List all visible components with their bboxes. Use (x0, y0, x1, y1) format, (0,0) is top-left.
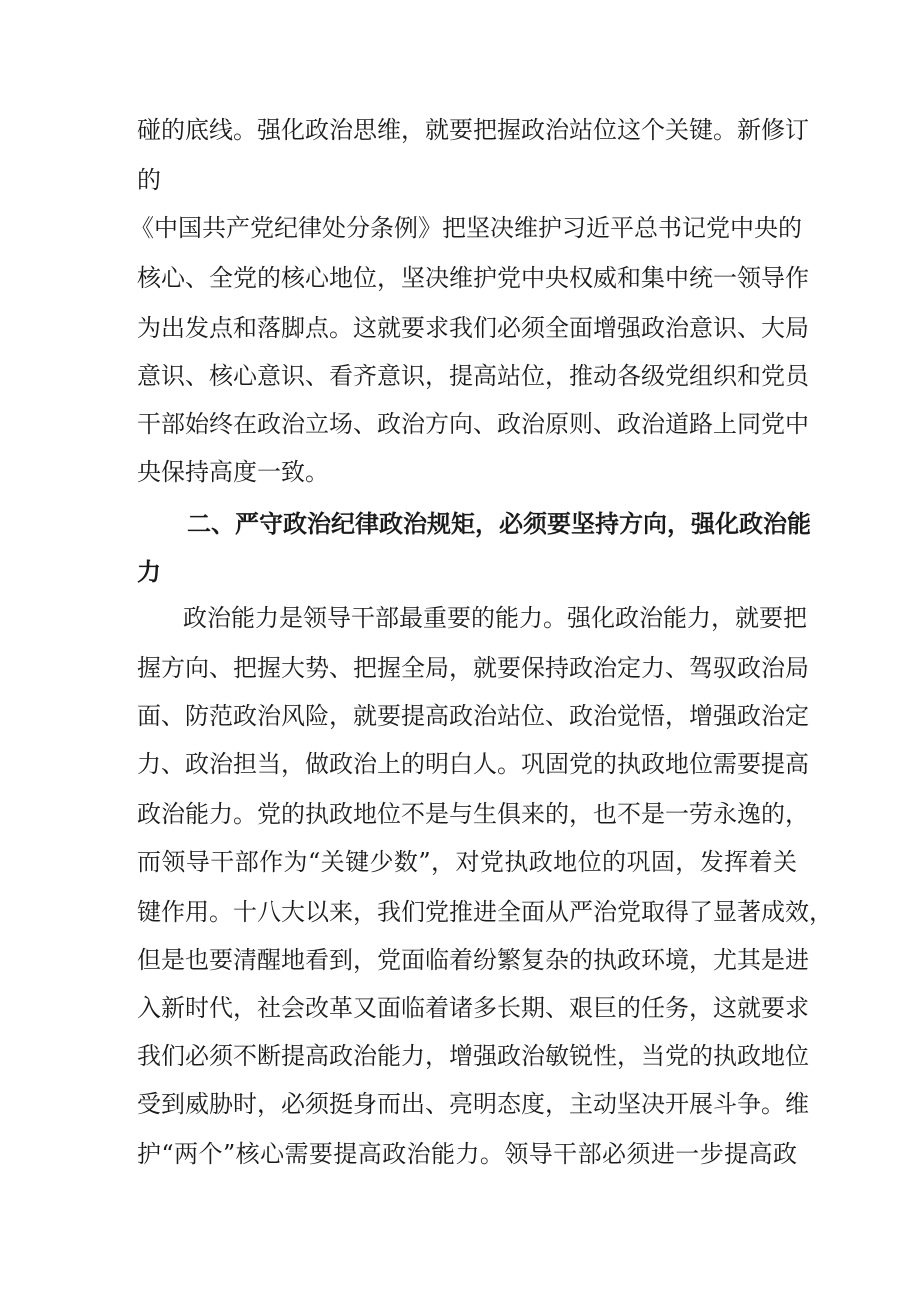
paragraph-1-line-4: 核心、全党的核心地位，坚决维护党中央权威和集中统一领导作 (137, 264, 809, 292)
paragraph-2-line-6: 而领导干部作为“关键少数”，对党执政地位的巩固，发挥着关 (137, 848, 797, 876)
paragraph-2-line-7: 键作用。十八大以来，我们党推进全面从严治党取得了显著成效， (137, 898, 833, 926)
paragraph-1-line-6: 意识、核心意识、看齐意识，提高站位，推动各级党组织和党员 (137, 362, 809, 390)
paragraph-1-line-2: 的 (137, 166, 161, 194)
paragraph-2-line-8: 但是也要清醒地看到，党面临着纷繁复杂的执政环境，尤其是进 (137, 946, 809, 974)
paragraph-2-line-11: 受到威胁时，必须挺身而出、亮明态度，主动坚决开展斗争。维 (137, 1090, 809, 1118)
paragraph-2-line-9: 入新时代，社会改革又面临着诸多长期、艰巨的任务，这就要求 (137, 994, 809, 1022)
section-heading-line-1: 二、严守政治纪律政治规矩，必须要坚持方向，强化政治能 (187, 510, 811, 538)
paragraph-2-line-4: 力、政治担当，做政治上的明白人。巩固党的执政地位需要提高 (137, 750, 809, 778)
section-heading-line-2: 力 (137, 558, 161, 586)
paragraph-1-line-1: 碰的底线。强化政治思维，就要把握政治站位这个关键。新修订 (137, 116, 809, 144)
paragraph-2-line-1: 政治能力是领导干部最重要的能力。强化政治能力，就要把 (183, 604, 807, 632)
paragraph-2-line-3: 面、防范政治风险，就要提高政治站位、政治觉悟，增强政治定 (137, 702, 809, 730)
paragraph-2-line-2: 握方向、把握大势、把握全局，就要保持政治定力、驾驭政治局 (137, 654, 809, 682)
paragraph-2-line-5: 政治能力。党的执政地位不是与生俱来的，也不是一劳永逸的， (137, 800, 809, 828)
paragraph-1-line-5: 为出发点和落脚点。这就要求我们必须全面增强政治意识、大局 (137, 314, 809, 342)
paragraph-1-line-7: 干部始终在政治立场、政治方向、政治原则、政治道路上同党中 (137, 410, 809, 438)
paragraph-2-line-10: 我们必须不断提高政治能力，增强政治敏锐性，当党的执政地位 (137, 1042, 809, 1070)
paragraph-1-line-8: 央保持高度一致。 (137, 458, 329, 486)
paragraph-2-line-12: 护“两个”核心需要提高政治能力。领导干部必须进一步提高政 (137, 1140, 797, 1168)
paragraph-1-line-3: 《中国共产党纪律处分条例》把坚决维护习近平总书记党中央的 (130, 214, 802, 242)
